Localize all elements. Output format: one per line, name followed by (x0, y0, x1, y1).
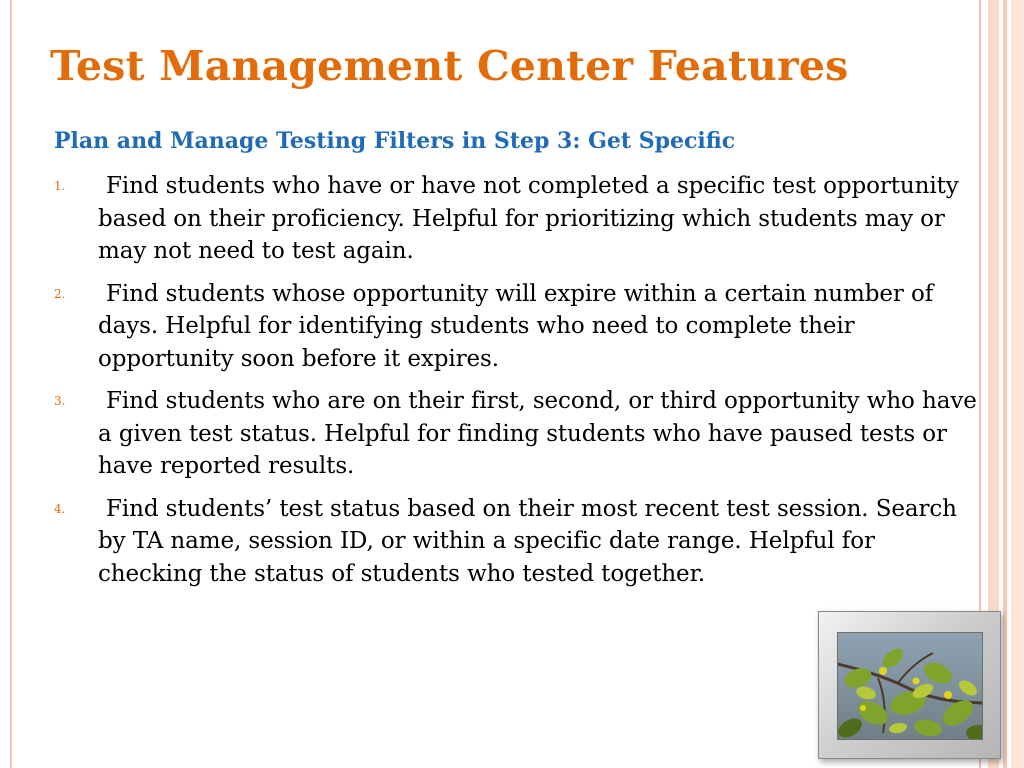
left-border-stripe (10, 0, 12, 768)
list-item-text: Find students whose opportunity will expire within a certain number of days. Helpful for identifying students who need to complete their opportunity soon before it expires. (98, 280, 934, 372)
list-item-text: Find students’ test status based on their most recent test session. Search by TA name, session ID, or within a specific date range. Helpful for checking the status of students who tested together. (98, 495, 957, 587)
list-number: 4. (54, 501, 66, 516)
slide-title: Test Management Center Features (50, 42, 849, 90)
list-item-text: Find students who are on their first, second, or third opportunity who have a given test status. Helpful for finding students who have paused tests or have reported results. (98, 388, 977, 479)
list-number: 1. (54, 179, 66, 193)
feature-list (54, 170, 984, 600)
list-number: 2. (54, 286, 66, 301)
list-item (54, 170, 984, 268)
list-number: 3. (54, 394, 66, 408)
list-item (54, 493, 984, 591)
oak-leaves-photo-icon (837, 632, 983, 740)
slide-subtitle: Plan and Manage Testing Filters in Step 3: Get Specific (54, 128, 736, 154)
list-item-text: Find students who have or have not completed a specific test opportunity based on their proficiency. Helpful for prioritizing which students may or may not need to test again. (98, 173, 959, 264)
photo-frame (818, 611, 1001, 759)
list-item (54, 385, 984, 483)
list-item (54, 278, 984, 376)
